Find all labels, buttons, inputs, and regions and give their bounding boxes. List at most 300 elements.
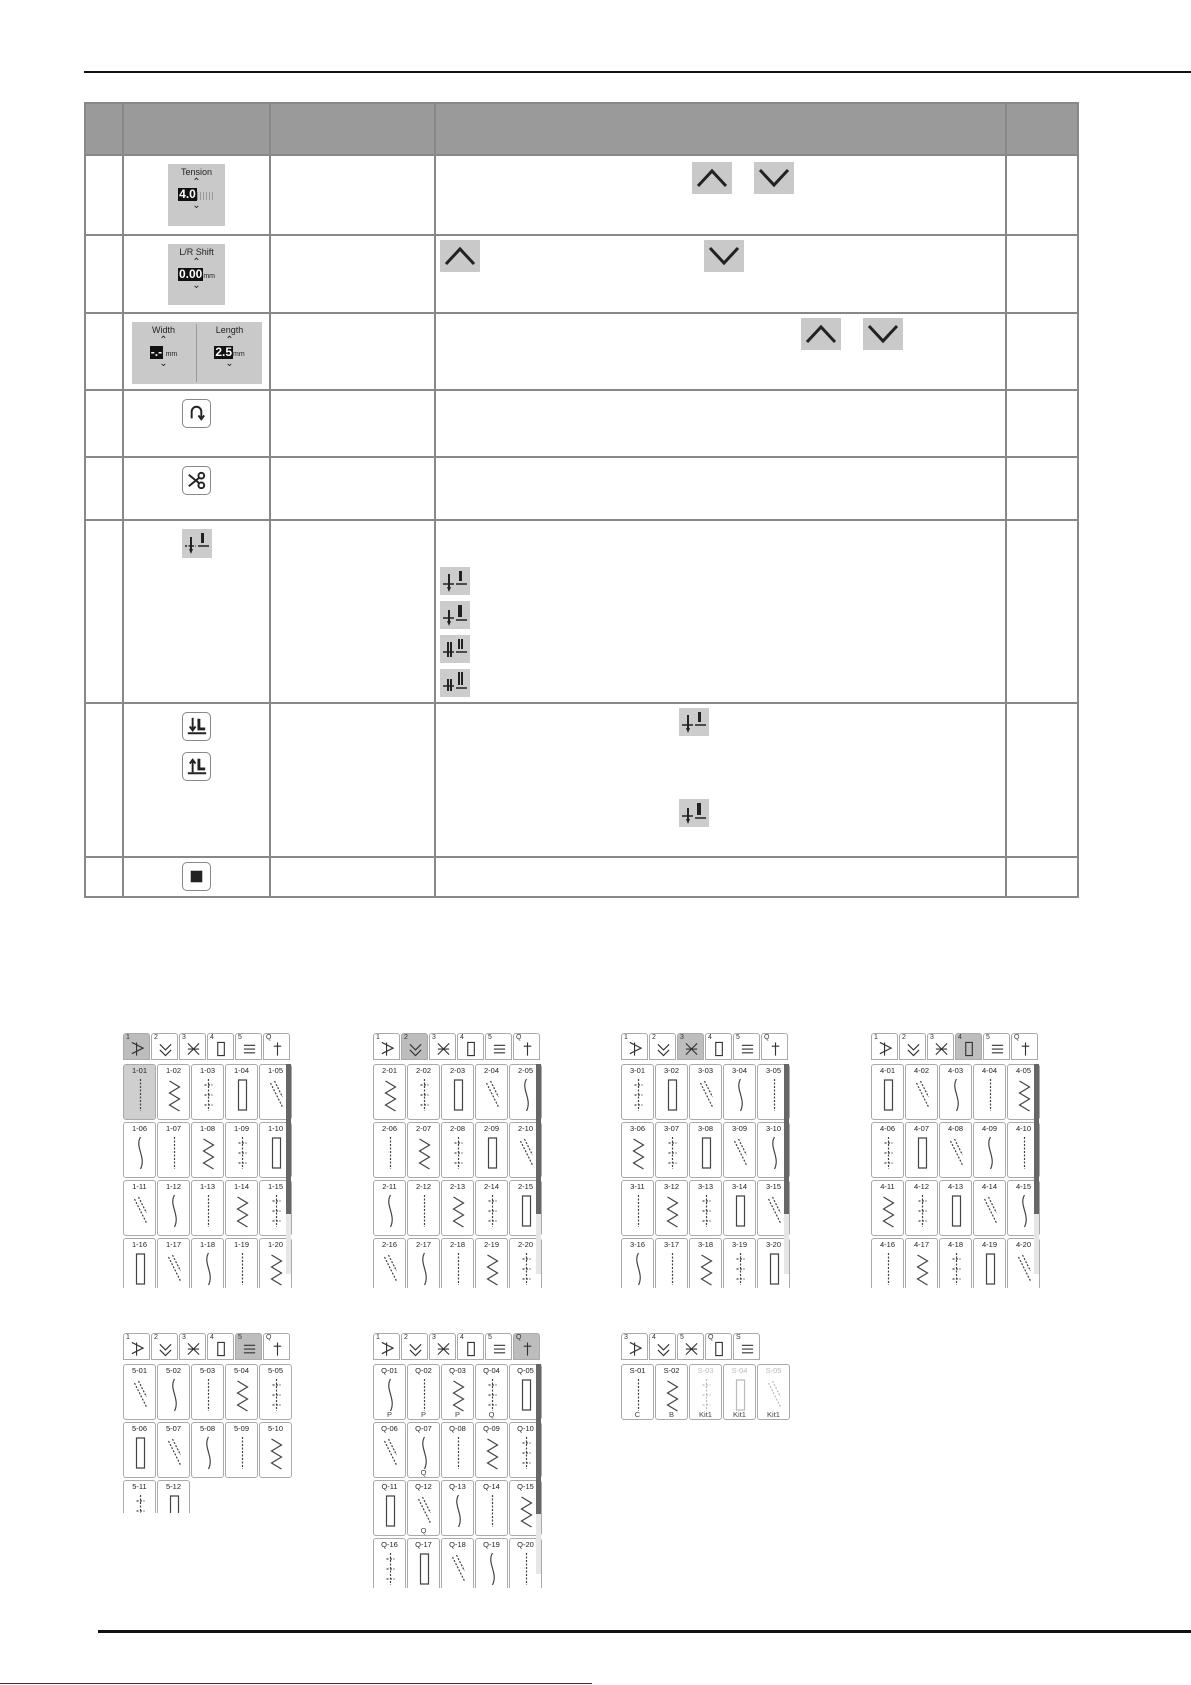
stitch-category-icon [130, 1040, 145, 1058]
stitch-tile-1-11[interactable] [123, 1180, 156, 1236]
stitch-tile-1-03[interactable] [191, 1064, 224, 1120]
width-length-panel[interactable] [132, 322, 262, 384]
stitch-foot-code: P [386, 1410, 392, 1419]
reverse-stitch-icon[interactable] [182, 399, 211, 428]
stitch-tile-4-16[interactable] [871, 1238, 904, 1288]
stitch-pattern-icon [268, 1377, 285, 1413]
stitch-tile-2-16[interactable] [373, 1238, 406, 1288]
presser-foot-up-icon[interactable] [182, 752, 211, 781]
category-tab-4[interactable] [207, 1333, 234, 1360]
stitch-tile-q-13[interactable] [441, 1480, 474, 1536]
stitch-tile-4-02[interactable] [905, 1064, 938, 1120]
stitch-tile-3-01[interactable] [621, 1064, 654, 1120]
stitch-tile-4-17[interactable] [905, 1238, 938, 1288]
stitch-code: 3-18 [697, 1240, 713, 1249]
stitch-screen-category-1 [123, 1033, 293, 1288]
stitch-tile-4-18[interactable] [939, 1238, 972, 1288]
stitch-pattern-icon [484, 1135, 501, 1171]
stitch-tile-q-06[interactable] [373, 1422, 406, 1478]
category-tab-number: Q [708, 1334, 714, 1341]
category-tab-number: 1 [624, 1034, 628, 1041]
stitch-code: 1-09 [233, 1124, 249, 1133]
stitch-tile-3-14[interactable] [723, 1180, 756, 1236]
stitch-pattern-icon [698, 1251, 715, 1287]
stitch-tile-1-14[interactable] [225, 1180, 258, 1236]
category-tab-3[interactable] [429, 1033, 456, 1060]
stitch-tile-5-02[interactable] [157, 1364, 190, 1420]
stitch-tile-3-11[interactable] [621, 1180, 654, 1236]
stitch-tile-3-16[interactable] [621, 1238, 654, 1288]
stitch-tile-3-18[interactable] [689, 1238, 722, 1288]
category-tab-5[interactable] [235, 1333, 262, 1360]
stitch-tile-1-16[interactable] [123, 1238, 156, 1288]
stitch-tile-2-02[interactable] [407, 1064, 440, 1120]
category-tab-number: 3 [432, 1334, 436, 1341]
stitch-pattern-icon [914, 1077, 931, 1113]
stitch-foot-code: Q [420, 1526, 427, 1535]
stitch-pattern-icon [450, 1435, 467, 1471]
stitch-pattern-icon [132, 1135, 149, 1171]
stitch-category-icon [712, 1040, 727, 1058]
stitch-pattern-icon [766, 1251, 783, 1287]
width-up-icon[interactable]: ⌃ [159, 334, 168, 346]
stitch-tile-4-19[interactable] [973, 1238, 1006, 1288]
stitch-tile-1-09[interactable] [225, 1122, 258, 1178]
lr-shift-panel[interactable] [168, 244, 225, 305]
stitch-pattern-icon [234, 1193, 251, 1229]
stitch-tile-5-10[interactable] [259, 1422, 292, 1478]
stitch-code: Q-19 [483, 1540, 500, 1549]
category-tab-2[interactable] [401, 1033, 428, 1060]
stitch-pattern-icon [234, 1251, 251, 1287]
stitch-tile-5-12[interactable] [157, 1480, 190, 1513]
stitch-pattern-icon [518, 1135, 535, 1171]
stitch-tile-q-02[interactable] [407, 1364, 440, 1420]
stitch-tile-q-08[interactable] [441, 1422, 474, 1478]
stitch-code: 3-14 [731, 1182, 747, 1191]
stitch-code: 2-17 [415, 1240, 431, 1249]
stitch-tile-4-14[interactable] [973, 1180, 1006, 1236]
stitch-pattern-icon [234, 1077, 251, 1113]
decrease-arrow-icon[interactable] [754, 162, 794, 194]
stitch-tile-1-12[interactable] [157, 1180, 190, 1236]
category-tab-number: 1 [376, 1034, 380, 1041]
stitch-tile-2-11[interactable] [373, 1180, 406, 1236]
stitch-tile-5-08[interactable] [191, 1422, 224, 1478]
category-tab-3[interactable] [179, 1333, 206, 1360]
stitch-code: 4-01 [879, 1066, 895, 1075]
stitch-tile-3-19[interactable] [723, 1238, 756, 1288]
stitch-pattern-icon [200, 1377, 217, 1413]
stitch-category-icon [408, 1040, 423, 1058]
stitch-pattern-icon [914, 1193, 931, 1229]
stitch-tile-q-07[interactable] [407, 1422, 440, 1478]
stitch-pattern-icon [416, 1551, 433, 1587]
stitch-code: 3-16 [629, 1240, 645, 1249]
scrollbar-thumb[interactable] [536, 1364, 541, 1514]
stitch-code: 1-14 [233, 1182, 249, 1191]
increase-arrow-icon[interactable] [692, 162, 732, 194]
stitch-tile-4-03[interactable] [939, 1064, 972, 1120]
stitch-code: Q-08 [449, 1424, 466, 1433]
category-tab-number: 4 [460, 1034, 464, 1041]
stitch-category-icon [628, 1040, 643, 1058]
scrollbar-thumb[interactable] [286, 1064, 291, 1214]
stitch-code: 3-01 [629, 1066, 645, 1075]
stitch-tile-5-09[interactable] [225, 1422, 258, 1478]
stitch-tile-q-12[interactable] [407, 1480, 440, 1536]
stitch-code: 2-03 [449, 1066, 465, 1075]
tension-down-icon[interactable]: ⌄ [192, 200, 201, 212]
width-down-icon[interactable]: ⌄ [159, 358, 168, 370]
stitch-tile-3-07[interactable] [655, 1122, 688, 1178]
stitch-code: 1-02 [165, 1066, 181, 1075]
category-tab-q[interactable] [263, 1333, 290, 1360]
stitch-tile-3-12[interactable] [655, 1180, 688, 1236]
stitch-category-icon [408, 1340, 423, 1358]
stitch-tile-5-01[interactable] [123, 1364, 156, 1420]
stitch-pattern-icon [416, 1377, 433, 1413]
stitch-tile-1-01[interactable] [123, 1064, 156, 1120]
scrollbar-thumb[interactable] [1034, 1064, 1039, 1214]
scrollbar[interactable] [784, 1064, 789, 1274]
stitch-tile-3-04[interactable] [723, 1064, 756, 1120]
stitch-tile-4-06[interactable] [871, 1122, 904, 1178]
category-tab-4[interactable] [207, 1033, 234, 1060]
category-tab-4[interactable] [457, 1033, 484, 1060]
stitch-screen-category-2 [373, 1033, 543, 1288]
scrollbar[interactable] [536, 1064, 541, 1274]
stitch-pattern-icon [630, 1193, 647, 1229]
stitch-tile-4-12[interactable] [905, 1180, 938, 1236]
category-tab-number: Q [266, 1334, 272, 1341]
stitch-tile-2-09[interactable] [475, 1122, 508, 1178]
stitch-category-icon [656, 1040, 671, 1058]
stitch-tile-4-13[interactable] [939, 1180, 972, 1236]
stitch-tile-1-06[interactable] [123, 1122, 156, 1178]
scrollbar-thumb[interactable] [784, 1064, 789, 1214]
category-tab-5[interactable] [733, 1033, 760, 1060]
stitch-foot-code: B [668, 1410, 674, 1419]
stitch-tile-1-18[interactable] [191, 1238, 224, 1288]
stitch-code: 1-06 [131, 1124, 147, 1133]
stitch-category-icon [464, 1340, 479, 1358]
stop-square-icon[interactable] [182, 862, 211, 891]
stitch-code: Q-13 [449, 1482, 466, 1491]
stitch-pattern-icon [450, 1377, 467, 1413]
stitch-tile-2-13[interactable] [441, 1180, 474, 1236]
stitch-code: S-04 [731, 1366, 748, 1375]
stitch-category-icon [130, 1340, 145, 1358]
category-tab-number: 3 [930, 1034, 934, 1041]
category-tab-number: 4 [958, 1034, 962, 1041]
stitch-tile-2-08[interactable] [441, 1122, 474, 1178]
stitch-pattern-icon [416, 1251, 433, 1287]
decrease-arrow-icon[interactable] [863, 318, 903, 350]
stitch-tile-q-16[interactable] [373, 1538, 406, 1588]
category-tab-number: 4 [210, 1034, 214, 1041]
category-tab-2[interactable] [151, 1033, 178, 1060]
stitch-tile-3-13[interactable] [689, 1180, 722, 1236]
stitch-tile-2-12[interactable] [407, 1180, 440, 1236]
stitch-tile-1-04[interactable] [225, 1064, 258, 1120]
stitch-tile-5-06[interactable] [123, 1422, 156, 1478]
stitch-code: 5-05 [267, 1366, 283, 1375]
header-cell-no [85, 103, 123, 155]
stitch-code: 2-16 [381, 1240, 397, 1249]
length-up-icon[interactable]: ⌃ [225, 334, 234, 346]
category-tab-5[interactable] [677, 1333, 704, 1360]
stitch-pattern-icon [1016, 1193, 1033, 1229]
tension-label: Tension [180, 167, 213, 177]
stitch-code: 4-17 [913, 1240, 929, 1249]
stitch-code: 1-16 [131, 1240, 147, 1249]
stitch-tile-q-09[interactable] [475, 1422, 508, 1478]
stitch-pattern-icon [132, 1193, 149, 1229]
stitch-code: 5-01 [131, 1366, 147, 1375]
category-tab-3[interactable] [179, 1033, 206, 1060]
category-tab-number: 2 [652, 1034, 656, 1041]
stitch-tile-4-08[interactable] [939, 1122, 972, 1178]
stitch-tile-s-01[interactable] [621, 1364, 654, 1420]
stitch-code: Q-03 [449, 1366, 466, 1375]
stitch-tile-q-03[interactable] [441, 1364, 474, 1420]
stitch-pattern-icon [518, 1551, 535, 1587]
stitch-code: 1-05 [267, 1066, 283, 1075]
needle-down-icon [440, 567, 470, 595]
category-tab-number: Q [266, 1034, 272, 1041]
category-tab-number: 2 [404, 1334, 408, 1341]
stitch-code: 4-18 [947, 1240, 963, 1249]
stitch-tile-s-03[interactable] [689, 1364, 722, 1420]
stitch-tile-1-19[interactable] [225, 1238, 258, 1288]
scrollbar[interactable] [536, 1364, 541, 1574]
stitch-code: 1-08 [199, 1124, 215, 1133]
stitch-tile-4-07[interactable] [905, 1122, 938, 1178]
category-tab-3[interactable] [677, 1033, 704, 1060]
category-tab-q[interactable] [513, 1033, 540, 1060]
category-tab-2[interactable] [401, 1333, 428, 1360]
length-down-icon[interactable]: ⌄ [225, 358, 234, 370]
stitch-tile-4-11[interactable] [871, 1180, 904, 1236]
stitch-tile-2-03[interactable] [441, 1064, 474, 1120]
stitch-pattern-icon [518, 1377, 535, 1413]
scrollbar[interactable] [1034, 1064, 1039, 1274]
stitch-code: Q-18 [449, 1540, 466, 1549]
stitch-code: 2-12 [415, 1182, 431, 1191]
stitch-tile-2-19[interactable] [475, 1238, 508, 1288]
stitch-screen-category-3 [621, 1033, 791, 1288]
stitch-tile-2-14[interactable] [475, 1180, 508, 1236]
table-row [85, 235, 1078, 313]
lr-shift-up-icon[interactable]: ⌃ [192, 256, 201, 268]
stitch-tile-4-09[interactable] [973, 1122, 1006, 1178]
shift-right-arrow-icon[interactable] [440, 240, 480, 272]
tension-panel[interactable] [168, 164, 225, 226]
category-tab-3[interactable] [429, 1333, 456, 1360]
stitch-foot-code: P [420, 1410, 426, 1419]
stitch-code: S-03 [697, 1366, 714, 1375]
scissors-icon[interactable] [182, 466, 211, 495]
stitch-tile-2-17[interactable] [407, 1238, 440, 1288]
category-tab-number: 1 [126, 1334, 130, 1341]
category-tab-number: 3 [182, 1034, 186, 1041]
stitch-tile-q-19[interactable] [475, 1538, 508, 1588]
category-tab-3[interactable] [927, 1033, 954, 1060]
category-tab-number: 2 [154, 1034, 158, 1041]
category-tab-q[interactable] [513, 1333, 540, 1360]
needle-stop-position-icon[interactable] [182, 529, 212, 558]
category-tab-5[interactable] [235, 1033, 262, 1060]
stitch-pattern-icon [484, 1435, 501, 1471]
category-tab-1[interactable] [123, 1033, 150, 1060]
stitch-tile-5-11[interactable] [123, 1480, 156, 1513]
stitch-tile-q-04[interactable] [475, 1364, 508, 1420]
stitch-pattern-icon [948, 1077, 965, 1113]
stitch-tile-5-05[interactable] [259, 1364, 292, 1420]
stitch-code: 1-13 [199, 1182, 215, 1191]
stitch-tile-5-04[interactable] [225, 1364, 258, 1420]
scrollbar-thumb[interactable] [536, 1064, 541, 1214]
category-tab-s[interactable] [733, 1333, 760, 1360]
category-tab-4[interactable] [649, 1333, 676, 1360]
tension-scale-icon [197, 192, 215, 200]
category-tab-3[interactable] [621, 1333, 648, 1360]
stitch-tile-q-17[interactable] [407, 1538, 440, 1588]
stitch-tile-s-05[interactable] [757, 1364, 790, 1420]
presser-foot-down-icon[interactable] [182, 712, 211, 741]
stitch-code: 5-07 [165, 1424, 181, 1433]
stitch-tile-1-08[interactable] [191, 1122, 224, 1178]
stitch-pattern-icon [664, 1135, 681, 1171]
category-tab-number: 5 [680, 1334, 684, 1341]
stitch-pattern-icon [200, 1251, 217, 1287]
stitch-code: 3-15 [765, 1182, 781, 1191]
stitch-tile-q-01[interactable] [373, 1364, 406, 1420]
stitch-tile-2-04[interactable] [475, 1064, 508, 1120]
stitch-code: 3-02 [663, 1066, 679, 1075]
category-tab-1[interactable] [373, 1333, 400, 1360]
lr-shift-down-icon[interactable]: ⌄ [192, 280, 201, 292]
category-tab-q[interactable] [263, 1033, 290, 1060]
stitch-code: 5-12 [165, 1482, 181, 1491]
category-tab-q[interactable] [705, 1333, 732, 1360]
stitch-category-icon [492, 1040, 507, 1058]
stitch-code: 5-10 [267, 1424, 283, 1433]
stitch-tile-4-04[interactable] [973, 1064, 1006, 1120]
stitch-tile-2-18[interactable] [441, 1238, 474, 1288]
stitch-category-icon [158, 1040, 173, 1058]
stitch-tile-2-07[interactable] [407, 1122, 440, 1178]
stitch-tile-5-03[interactable] [191, 1364, 224, 1420]
stitch-pattern-icon [450, 1551, 467, 1587]
stitch-code: Q-10 [517, 1424, 534, 1433]
stitch-pattern-icon [484, 1493, 501, 1529]
stitch-pattern-icon [200, 1193, 217, 1229]
stitch-code: 1-18 [199, 1240, 215, 1249]
stitch-tile-3-03[interactable] [689, 1064, 722, 1120]
category-tab-5[interactable] [485, 1033, 512, 1060]
stitch-code: S-02 [663, 1366, 680, 1375]
stitch-code: S-05 [765, 1366, 782, 1375]
stitch-category-icon [436, 1040, 451, 1058]
stitch-pattern-icon [416, 1077, 433, 1113]
stitch-tile-1-17[interactable] [157, 1238, 190, 1288]
category-tab-number: 3 [624, 1334, 628, 1341]
stitch-tile-q-18[interactable] [441, 1538, 474, 1588]
stitch-code: Q-07 [415, 1424, 432, 1433]
category-tab-5[interactable] [983, 1033, 1010, 1060]
category-tab-4[interactable] [955, 1033, 982, 1060]
stitch-pattern-icon [166, 1435, 183, 1471]
increase-arrow-icon[interactable] [801, 318, 841, 350]
category-tab-4[interactable] [457, 1333, 484, 1360]
stitch-category-icon [380, 1340, 395, 1358]
category-tab-number: 1 [874, 1034, 878, 1041]
length-label: Length [215, 325, 244, 335]
category-tab-q[interactable] [1011, 1033, 1038, 1060]
category-tab-q[interactable] [761, 1033, 788, 1060]
stitch-tile-2-06[interactable] [373, 1122, 406, 1178]
stitch-tile-q-14[interactable] [475, 1480, 508, 1536]
scrollbar[interactable] [286, 1064, 291, 1274]
stitch-code: 3-11 [630, 1182, 645, 1191]
stitch-category-icon [242, 1340, 257, 1358]
stitch-tile-1-02[interactable] [157, 1064, 190, 1120]
category-tab-4[interactable] [705, 1033, 732, 1060]
stitch-tile-4-01[interactable] [871, 1064, 904, 1120]
stitch-tile-2-01[interactable] [373, 1064, 406, 1120]
stitch-code: 4-13 [947, 1182, 963, 1191]
stitch-foot-code: P [454, 1410, 460, 1419]
header-cell-display [123, 103, 270, 155]
stitch-tile-1-13[interactable] [191, 1180, 224, 1236]
stitch-pattern-icon [732, 1251, 749, 1287]
tension-value: 4.0 [179, 186, 196, 201]
stitch-tile-5-07[interactable] [157, 1422, 190, 1478]
category-tab-1[interactable] [871, 1033, 898, 1060]
stitch-code: 2-08 [449, 1124, 465, 1133]
category-tab-2[interactable] [151, 1333, 178, 1360]
category-tab-2[interactable] [649, 1033, 676, 1060]
stitch-tile-3-06[interactable] [621, 1122, 654, 1178]
stitch-tile-s-04[interactable] [723, 1364, 756, 1420]
stitch-category-icon [990, 1040, 1005, 1058]
header-cell-explanation [435, 103, 1006, 155]
stitch-tile-s-02[interactable] [655, 1364, 688, 1420]
stitch-pattern-icon [416, 1435, 433, 1471]
stitch-tile-3-09[interactable] [723, 1122, 756, 1178]
stitch-tile-3-02[interactable] [655, 1064, 688, 1120]
stitch-foot-code: Kit1 [733, 1410, 746, 1419]
stitch-code: 3-08 [697, 1124, 713, 1133]
category-tab-1[interactable] [123, 1333, 150, 1360]
category-tab-number: 4 [210, 1334, 214, 1341]
stitch-tile-1-07[interactable] [157, 1122, 190, 1178]
shift-left-arrow-icon[interactable] [704, 240, 744, 272]
category-tab-1[interactable] [373, 1033, 400, 1060]
stitch-category-icon [214, 1340, 229, 1358]
category-tab-5[interactable] [485, 1333, 512, 1360]
stitch-code: Q-02 [415, 1366, 432, 1375]
panel-divider [196, 324, 197, 382]
category-tab-2[interactable] [899, 1033, 926, 1060]
stitch-tile-3-08[interactable] [689, 1122, 722, 1178]
tension-up-icon[interactable]: ⌃ [192, 176, 201, 188]
stitch-tile-3-17[interactable] [655, 1238, 688, 1288]
category-tab-1[interactable] [621, 1033, 648, 1060]
stitch-tile-q-11[interactable] [373, 1480, 406, 1536]
